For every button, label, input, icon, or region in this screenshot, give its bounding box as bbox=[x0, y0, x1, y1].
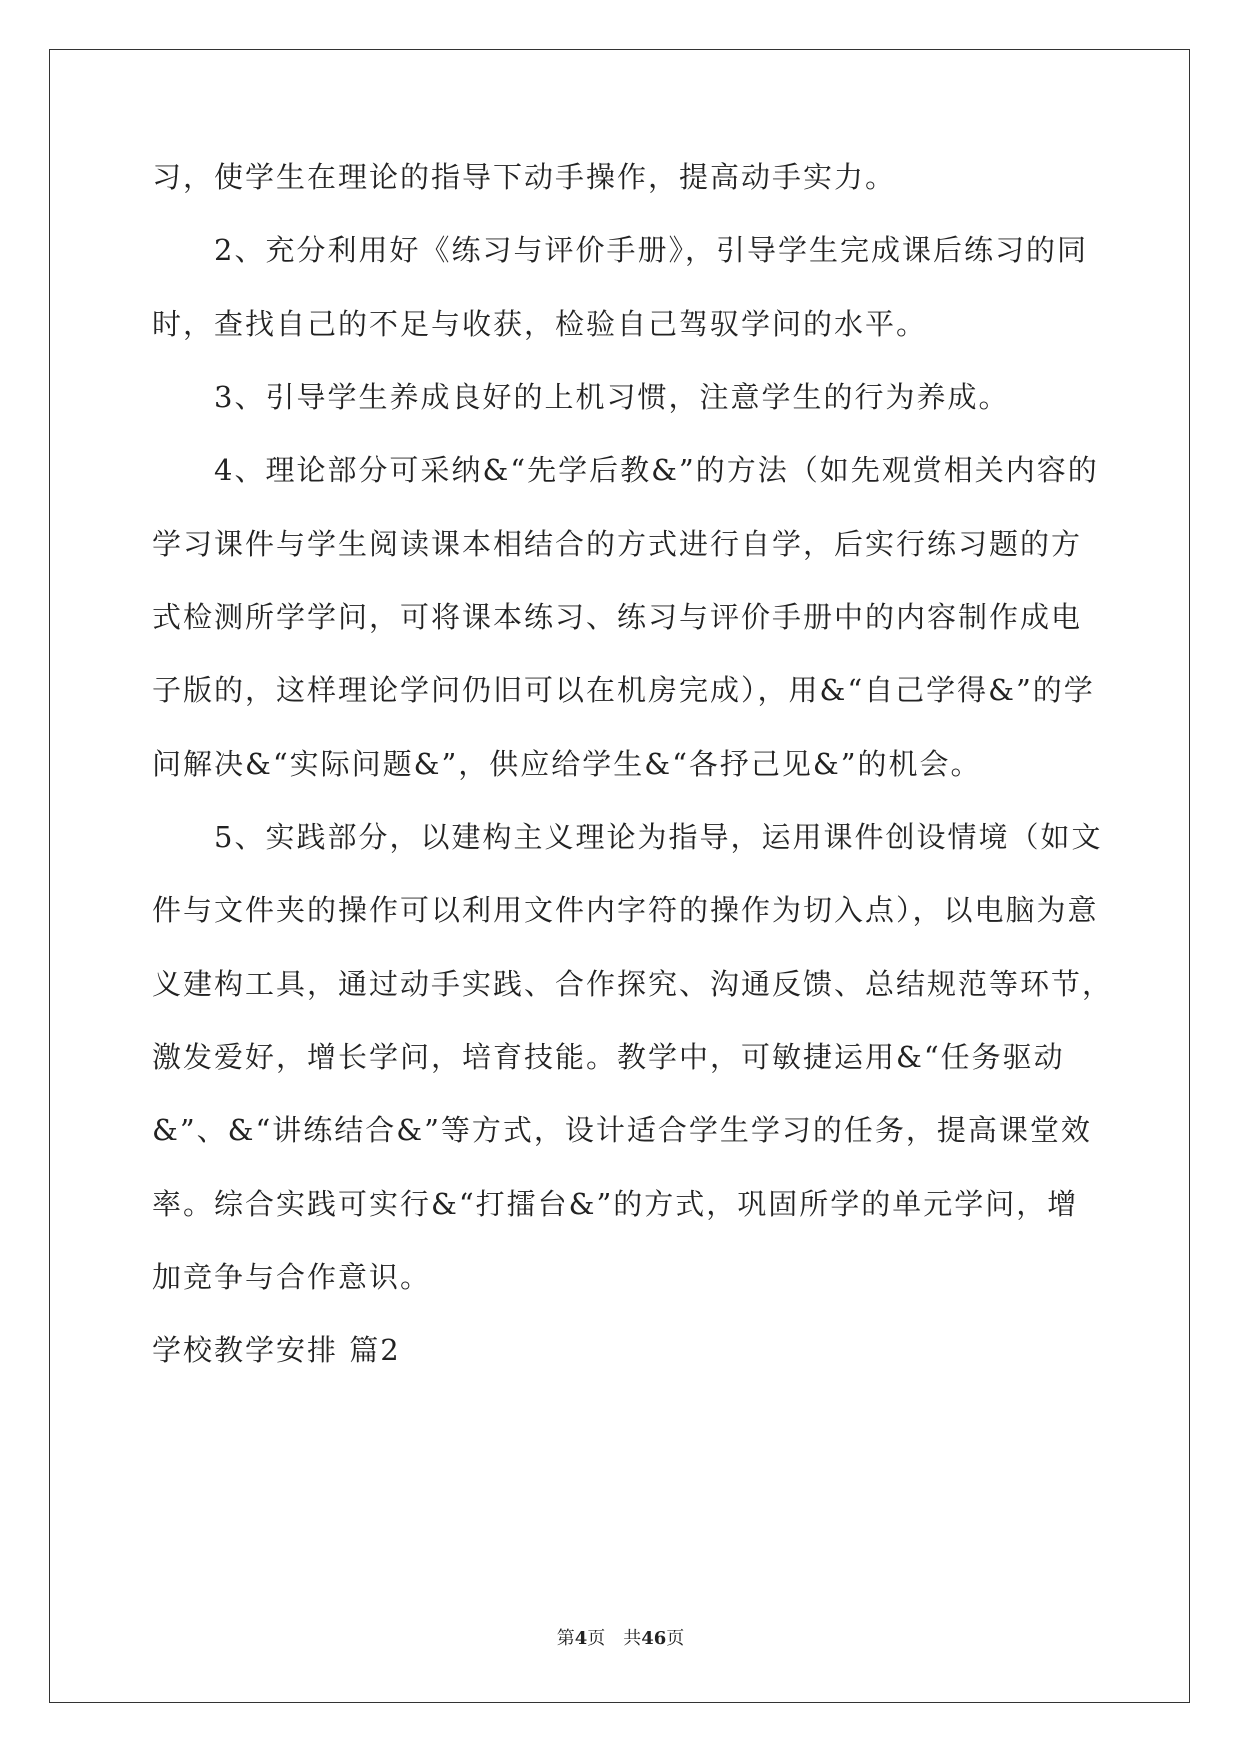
section-heading: 学校教学安排 篇2 bbox=[152, 1333, 401, 1367]
paragraph-line: 率。综合实践可实行&“打擂台&”的方式，巩固所学的单元学问，增 bbox=[152, 1187, 1079, 1221]
paragraph-line: 3、引导学生养成良好的上机习惯，注意学生的行为养成。 bbox=[152, 380, 1010, 414]
footer-suffix: 页 bbox=[666, 1628, 685, 1649]
paragraph-line: 学习课件与学生阅读课本相结合的方式进行自学，后实行练习题的方 bbox=[152, 527, 1083, 561]
paragraph-line: 式检测所学学问，可将课本练习、练习与评价手册中的内容制作成电 bbox=[152, 600, 1083, 634]
paragraph-line: 加竞争与合作意识。 bbox=[152, 1260, 432, 1294]
paragraph-line: 件与文件夹的操作可以利用文件内字符的操作为切入点），以电脑为意 bbox=[152, 893, 1099, 927]
paragraph-line: &”、&“讲练结合&”等方式，设计适合学生学习的任务，提高课堂效 bbox=[152, 1113, 1092, 1147]
footer-total-pages: 46 bbox=[641, 1628, 667, 1649]
paragraph-line: 时，查找自己的不足与收获，检验自己驾驭学问的水平。 bbox=[152, 307, 928, 341]
paragraph-line: 激发爱好，增长学问，培育技能。教学中，可敏捷运用&“任务驱动 bbox=[152, 1040, 1065, 1074]
footer-prefix: 第 bbox=[556, 1628, 575, 1649]
paragraph-line: 义建构工具，通过动手实践、合作探究、沟通反馈、总结规范等环节， bbox=[152, 967, 1114, 1001]
footer-mid: 页 共 bbox=[587, 1628, 642, 1649]
paragraph-line: 子版的，这样理论学问仍旧可以在机房完成），用&“自己学得&”的学 bbox=[152, 673, 1095, 707]
paragraph-line: 4、理论部分可采纳&“先学后教&”的方法（如先观赏相关内容的 bbox=[152, 453, 1099, 487]
page-border bbox=[49, 49, 1190, 1703]
page-footer bbox=[0, 1627, 1241, 1651]
paragraph-line: 2、充分利用好《练习与评价手册》，引导学生完成课后练习的同 bbox=[152, 233, 1088, 267]
footer-page-number: 4 bbox=[574, 1628, 588, 1649]
paragraph-line: 5、实践部分，以建构主义理论为指导，运用课件创设情境（如文 bbox=[152, 820, 1103, 854]
paragraph-line: 问解决&“实际问题&”，供应给学生&“各抒己见&”的机会。 bbox=[152, 747, 982, 781]
paragraph-line: 习，使学生在理论的指导下动手操作，提高动手实力。 bbox=[152, 160, 897, 194]
